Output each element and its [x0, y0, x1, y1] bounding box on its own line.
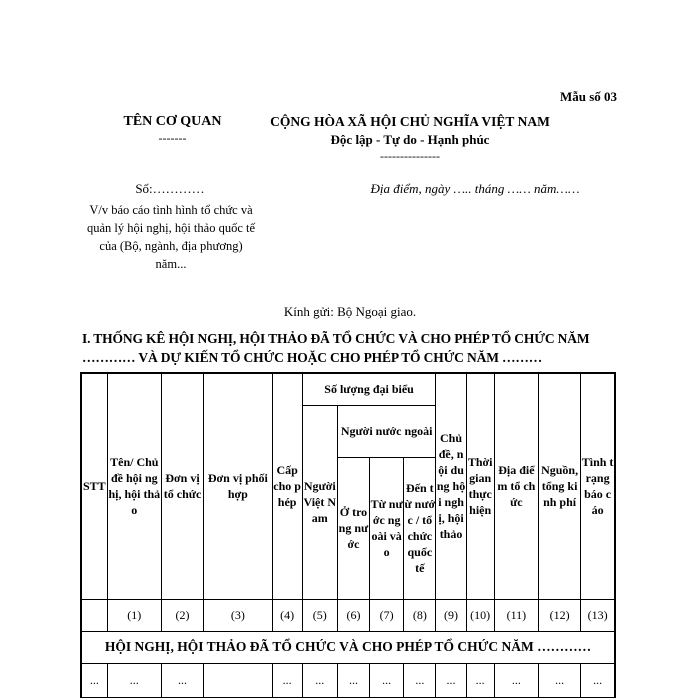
- header-partner: Đơn vị phối hợp: [204, 373, 272, 599]
- nation-title: CỘNG HÒA XÃ HỘI CHỦ NGHĨA VIỆT NAM: [270, 114, 550, 129]
- header-time: Thời gian thực hiện: [466, 373, 494, 599]
- header-vietnamese: Người Việt Nam: [302, 405, 337, 599]
- column-number: (1): [107, 599, 161, 631]
- column-number-row: [81, 599, 615, 631]
- column-number: (4): [272, 599, 302, 631]
- header-content: Chủ đề, nội dung hội nghị, hội thảo: [436, 373, 466, 599]
- header-permit-level: Cấp cho phép: [272, 373, 302, 599]
- column-number: (2): [161, 599, 203, 631]
- header-stt: STT: [81, 373, 107, 599]
- table-cell: ...: [370, 663, 404, 697]
- header-report-status: Tình trạng báo cáo: [581, 373, 615, 599]
- column-number: (13): [581, 599, 615, 631]
- header-location: Địa điểm tổ chức: [494, 373, 538, 599]
- column-number: (10): [466, 599, 494, 631]
- header-funding: Nguồn, tổng kinh phí: [538, 373, 580, 599]
- table-cell: ...: [466, 663, 494, 697]
- table-row: [81, 663, 615, 697]
- agency-divider: -------: [158, 131, 187, 145]
- header-organizer: Đơn vị tổ chức: [161, 373, 203, 599]
- header-in-country: Ở trong nước: [337, 457, 369, 599]
- table-cell: ...: [161, 663, 203, 697]
- table-cell: ...: [404, 663, 436, 697]
- table-cell: ...: [81, 663, 107, 697]
- column-number: (9): [436, 599, 466, 631]
- column-number: (8): [404, 599, 436, 631]
- section-title: I. THỐNG KÊ HỘI NGHỊ, HỘI THẢO ĐÃ TỔ CHỨC VÀ CHO PHÉP TỔ CHỨC NĂM ………… VÀ DỰ KIẾN TỔ CHỨC HOẶC CHO PHÉP TỔ CHỨC NĂM ………: [82, 331, 590, 365]
- nation-motto: Độc lập - Tự do - Hạnh phúc: [330, 132, 490, 147]
- header-foreigners: Người nước ngoài: [337, 405, 436, 457]
- header-from-international-org: Đến từ nước / tổ chức quốc tế: [404, 457, 436, 599]
- agency-block: [100, 113, 245, 145]
- table-cell: ...: [494, 663, 538, 697]
- table-cell: ...: [302, 663, 337, 697]
- column-number: (11): [494, 599, 538, 631]
- column-number: (6): [337, 599, 369, 631]
- statistics-table: [80, 372, 616, 698]
- table-cell: ...: [436, 663, 466, 697]
- header-topic: Tên/ Chủ đề hội nghị, hội thảo: [107, 373, 161, 599]
- group-title-row: HỘI NGHỊ, HỘI THẢO ĐÃ TỔ CHỨC VÀ CHO PHÉP TỔ CHỨC NĂM …………: [81, 631, 615, 663]
- column-number: [81, 599, 107, 631]
- form-number: Mẫu số 03: [559, 89, 617, 104]
- document-subject: V/v báo cáo tình hình tổ chức và quản lý hội nghị, hội thảo quốc tế của (Bộ, ngành, địa phương) năm...: [86, 203, 256, 271]
- column-number: (5): [302, 599, 337, 631]
- place-date: Địa điểm, ngày ….. tháng …… năm……: [370, 181, 580, 196]
- column-number: (3): [204, 599, 272, 631]
- document-number: Số:…………: [135, 181, 205, 196]
- header-delegates: Số lượng đại biểu: [302, 373, 436, 405]
- table-cell: ...: [538, 663, 580, 697]
- table-cell: [204, 663, 272, 697]
- header-from-abroad: Từ nước ngoài vào: [370, 457, 404, 599]
- column-number: (12): [538, 599, 580, 631]
- agency-name: TÊN CƠ QUAN: [123, 114, 222, 129]
- table-cell: ...: [581, 663, 615, 697]
- recipient: Kính gửi: Bộ Ngoại giao.: [283, 304, 417, 319]
- table-cell: ...: [337, 663, 369, 697]
- nation-divider: ---------------: [380, 149, 440, 163]
- table-cell: ...: [107, 663, 161, 697]
- column-number: (7): [370, 599, 404, 631]
- table-cell: ...: [272, 663, 302, 697]
- national-header: [260, 113, 560, 163]
